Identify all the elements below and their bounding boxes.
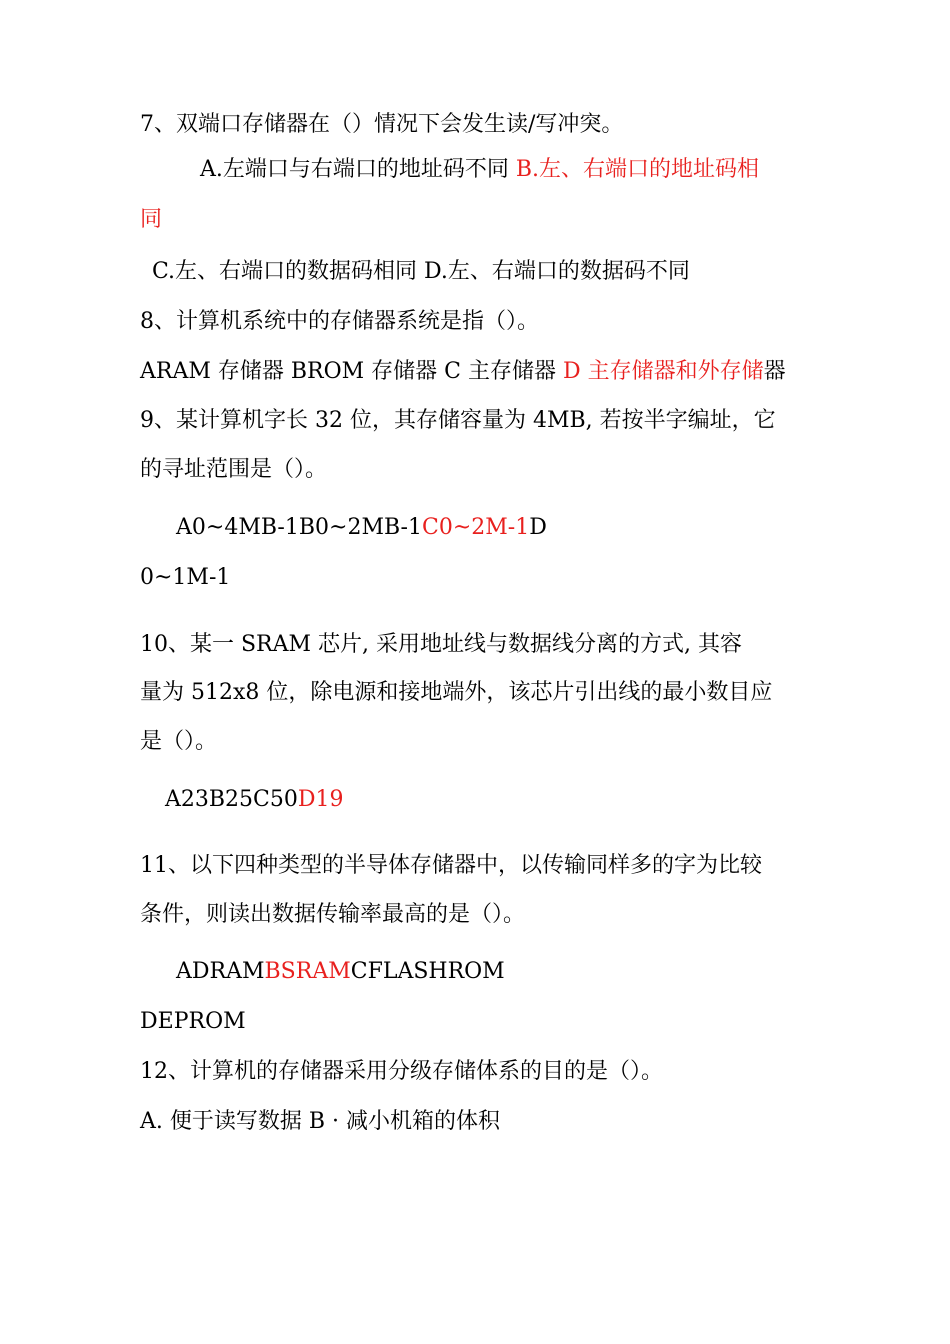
q9-option-d-label: D <box>529 515 547 540</box>
q9-option-d-value: 0~1M-1 <box>140 565 231 590</box>
q8-question: 8、计算机系统中的存储器系统是指（）。 <box>140 309 539 334</box>
q12-options-ab: A. 便于读写数据 B · 减小机箱的体积 <box>140 1109 501 1134</box>
q9-options-ab: A0~4MB-1B0~2MB-1 <box>176 515 422 540</box>
q7-options-cd: C.左、右端口的数据码相同 D.左、右端口的数据码不同 <box>152 259 690 284</box>
q11-option-d: DEPROM <box>140 1009 246 1034</box>
q10-options <box>165 785 344 815</box>
q9-question-line2: 的寻址范围是（）。 <box>140 457 328 482</box>
q10-option-d-answer: D19 <box>297 787 344 812</box>
q11-option-a: ADRAM <box>176 959 265 984</box>
q7-option-b-answer: B.左、右端口的地址码相 <box>515 157 760 182</box>
q7-option-b-continuation: 同 <box>140 207 163 232</box>
q7-question: 7、双端口存储器在（）情况下会发生读/写冲突。 <box>140 112 624 137</box>
q10-options-abc: A23B25C50 <box>165 787 298 812</box>
q12-question: 12、计算机的存储器采用分级存储体系的目的是（）。 <box>140 1059 663 1084</box>
q11-option-c: CFLASHROM <box>350 959 505 984</box>
q8-option-d-tail: 器 <box>763 359 786 384</box>
q8-options <box>140 357 786 387</box>
q9-question-line1: 9、某计算机字长 32 位，其存储容量为 4MB, 若按半字编址，它 <box>140 408 776 433</box>
q7-option-a: A.左端口与右端口的地址码不同 <box>200 157 516 182</box>
q10-question-line3: 是（）。 <box>140 729 218 754</box>
q9-options <box>176 513 547 543</box>
q8-option-d-answer: D 主存储器和外存储 <box>562 359 764 384</box>
q11-option-b-answer: BSRAM <box>264 959 351 984</box>
q10-question-line1: 10、某一 SRAM 芯片, 采用地址线与数据线分离的方式, 其容 <box>140 632 743 657</box>
q11-options <box>176 957 505 987</box>
q7-options-ab <box>200 155 759 185</box>
q8-options-abc: ARAM 存储器 BROM 存储器 C 主存储器 <box>140 359 563 384</box>
q10-question-line2: 量为 512x8 位，除电源和接地端外，该芯片引出线的最小数目应 <box>140 680 773 705</box>
q11-question-line2: 条件，则读出数据传输率最高的是（）。 <box>140 902 526 927</box>
q11-question-line1: 11、以下四种类型的半导体存储器中，以传输同样多的字为比较 <box>140 853 762 878</box>
q9-option-c-answer: C0~2M-1 <box>421 515 530 540</box>
